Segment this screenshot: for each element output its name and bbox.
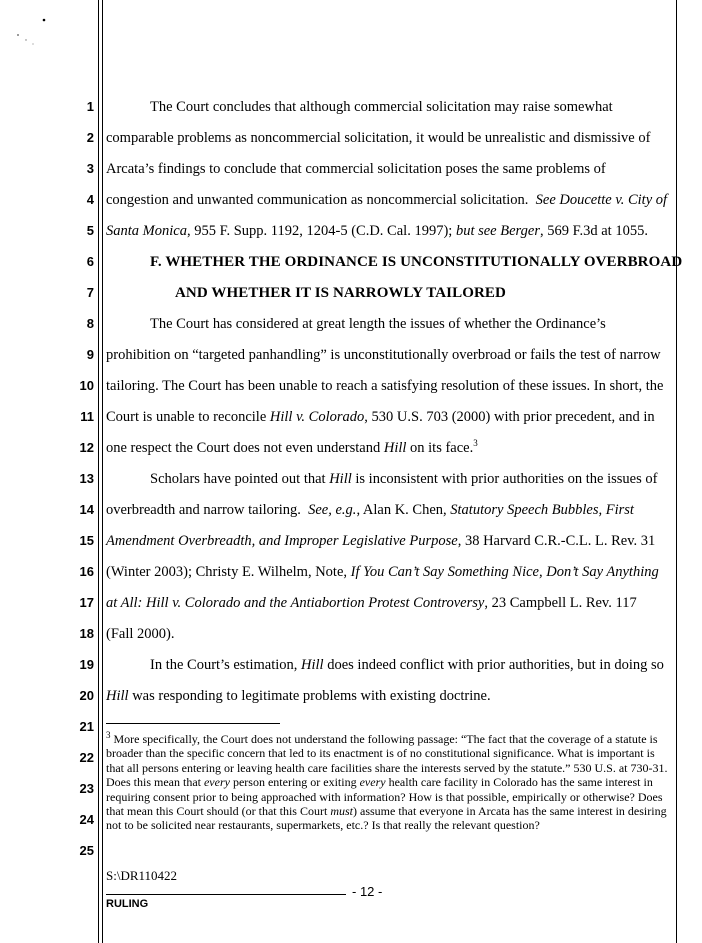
line-number: 5 <box>86 223 94 238</box>
scan-marks <box>6 18 46 58</box>
footnote-text: person entering or exiting <box>232 775 357 790</box>
line-number: 19 <box>79 657 94 672</box>
line-number: 18 <box>79 626 94 641</box>
citation: at All: Hill v. Colorado and the Antiabortion Protest Controversy <box>106 595 485 611</box>
right-margin-rule <box>676 0 677 943</box>
line-number: 21 <box>79 719 94 734</box>
citation: Hill <box>329 471 352 487</box>
body-line-8: The Court has considered at great length the issues of whether the Ordinance’s <box>150 316 606 332</box>
line-number: 12 <box>79 440 94 455</box>
citation: Hill <box>301 657 324 673</box>
line-number: 24 <box>79 812 94 827</box>
line-number: 23 <box>79 781 94 796</box>
body-line-14 <box>106 501 634 519</box>
citation: Hill <box>106 688 129 704</box>
line-number: 2 <box>86 130 94 145</box>
footnote-text: health care facility in Colorado has the same interest in requiring consent prior to being approached with information? How is that possible, empirically or otherwise? Does that mean this Court should (or that this Court <box>106 775 663 819</box>
line-number: 20 <box>79 688 94 703</box>
citation: Hill <box>383 440 407 456</box>
line-number: 16 <box>79 564 94 579</box>
body-text-run: one respect the Court does not even understand <box>106 440 381 456</box>
citation: Amendment Overbreadth, and Improper Legislative Purpose <box>106 533 458 549</box>
body-text-run: , 955 F. Supp. 1192, 1204-5 (C.D. Cal. 1997); <box>186 223 453 239</box>
body-line-11 <box>106 408 655 426</box>
line-number: 13 <box>79 471 94 486</box>
body-text-run: , Alan K. Chen, <box>356 502 447 518</box>
body-text-run: Scholars have pointed out that <box>150 471 326 487</box>
body-line-4 <box>106 191 667 209</box>
page-number: - 12 - <box>352 884 383 899</box>
body-text-run: (Winter 2003); Christy E. Wilhelm, Note, <box>106 564 347 580</box>
file-identifier: S:\DR110422 <box>106 868 178 883</box>
line-number: 17 <box>79 595 94 610</box>
body-text-run: overbreadth and narrow tailoring. <box>106 502 301 518</box>
citation: but see Berger <box>455 223 540 239</box>
line-number: 6 <box>86 254 94 269</box>
footnote-reference[interactable]: 3 <box>473 438 478 449</box>
body-text-run: Court is unable to reconcile <box>106 409 267 425</box>
line-number: 11 <box>80 409 94 424</box>
body-line-17 <box>106 594 637 612</box>
body-text-run: , 530 U.S. 703 (2000) with prior precedent, and in <box>364 409 655 425</box>
section-heading-line-1: F. WHETHER THE ORDINANCE IS UNCONSTITUTIONALLY OVERBROAD <box>150 254 683 270</box>
citation: See Doucette v. City of <box>535 192 668 208</box>
body-text-run: was responding to legitimate problems with existing doctrine. <box>132 688 491 704</box>
citation: Hill v. Colorado <box>269 409 365 425</box>
line-number: 15 <box>79 533 94 548</box>
footnote-text: More specifically, the Court does not understand the following passage: “The fact that the coverage of a statute is broader than the specific concern that led to its enactment is of no constitutional significance. What is important is that all persons entering or leaving health care facilities share the interests served by the statute.” 530 U.S. at 730-31. Does this mean that <box>106 732 668 790</box>
body-line-15 <box>106 532 655 550</box>
line-number: 3 <box>86 161 94 176</box>
body-text-run: , 38 Harvard C.R.-C.L. L. Rev. 31 <box>457 533 656 549</box>
body-line-9: prohibition on “targeted panhandling” is unconstitutionally overbroad or fails the test of narrow <box>106 347 661 363</box>
line-number: 9 <box>86 347 94 362</box>
line-number: 22 <box>79 750 94 765</box>
line-number: 7 <box>86 285 94 300</box>
footer-rule <box>106 894 346 895</box>
line-number: 8 <box>86 316 94 331</box>
citation: Statutory Speech Bubbles, First <box>450 502 634 518</box>
footnote-separator <box>106 723 280 724</box>
footnote <box>106 732 672 833</box>
line-number: 14 <box>79 502 94 517</box>
footer-label: RULING <box>106 898 149 910</box>
body-line-13 <box>150 470 657 488</box>
body-text-run: In the Court’s estimation, <box>150 657 298 673</box>
body-text-run: , 23 Campbell L. Rev. 117 <box>484 595 637 611</box>
citation: Santa Monica <box>106 223 187 239</box>
line-number: 1 <box>86 99 94 114</box>
body-line-5 <box>106 222 648 240</box>
citation: If You Can’t Say Something Nice, Don’t Say Anything <box>350 564 659 580</box>
footnote-emphasis: every <box>203 775 230 790</box>
footnote-text: ) assume that everyone in Arcata has the same interest in desiring not to be solicited near restaurants, supermarkets, etc.? Is that really the relevant question? <box>106 804 667 833</box>
citation: See, e.g. <box>308 502 357 518</box>
left-margin-rule-2 <box>102 0 103 943</box>
footnote-number: 3 <box>106 730 111 740</box>
body-line-18: (Fall 2000). <box>106 626 175 642</box>
footnote-emphasis: every <box>359 775 386 790</box>
body-line-16 <box>106 563 659 581</box>
body-line-12 <box>106 439 478 457</box>
body-line-2: comparable problems as noncommercial solicitation, it would be unrealistic and dismissive of <box>106 130 651 146</box>
body-line-20 <box>106 687 491 705</box>
line-number: 25 <box>79 843 94 858</box>
body-line-10: tailoring. The Court has been unable to reach a satisfying resolution of these issues. In short, the <box>106 378 664 394</box>
left-margin-rule-1 <box>98 0 99 943</box>
body-text-run: does indeed conflict with prior authorities, but in doing so <box>327 657 664 673</box>
body-text-run: congestion and unwanted communication as noncommercial solicitation. <box>106 192 529 208</box>
body-text-run: , 569 F.3d at 1055. <box>539 223 648 239</box>
body-text-run: on its face. <box>410 440 474 456</box>
body-line-1: The Court concludes that although commercial solicitation may raise somewhat <box>150 99 613 115</box>
body-line-19 <box>150 656 664 674</box>
footnote-emphasis: must <box>330 804 353 819</box>
line-number: 4 <box>86 192 94 207</box>
body-line-3: Arcata’s findings to conclude that commercial solicitation poses the same problems of <box>106 161 606 177</box>
section-heading-line-2: AND WHETHER IT IS NARROWLY TAILORED <box>175 285 506 301</box>
body-text-run: is inconsistent with prior authorities on the issues of <box>355 471 658 487</box>
line-number: 10 <box>79 378 94 393</box>
